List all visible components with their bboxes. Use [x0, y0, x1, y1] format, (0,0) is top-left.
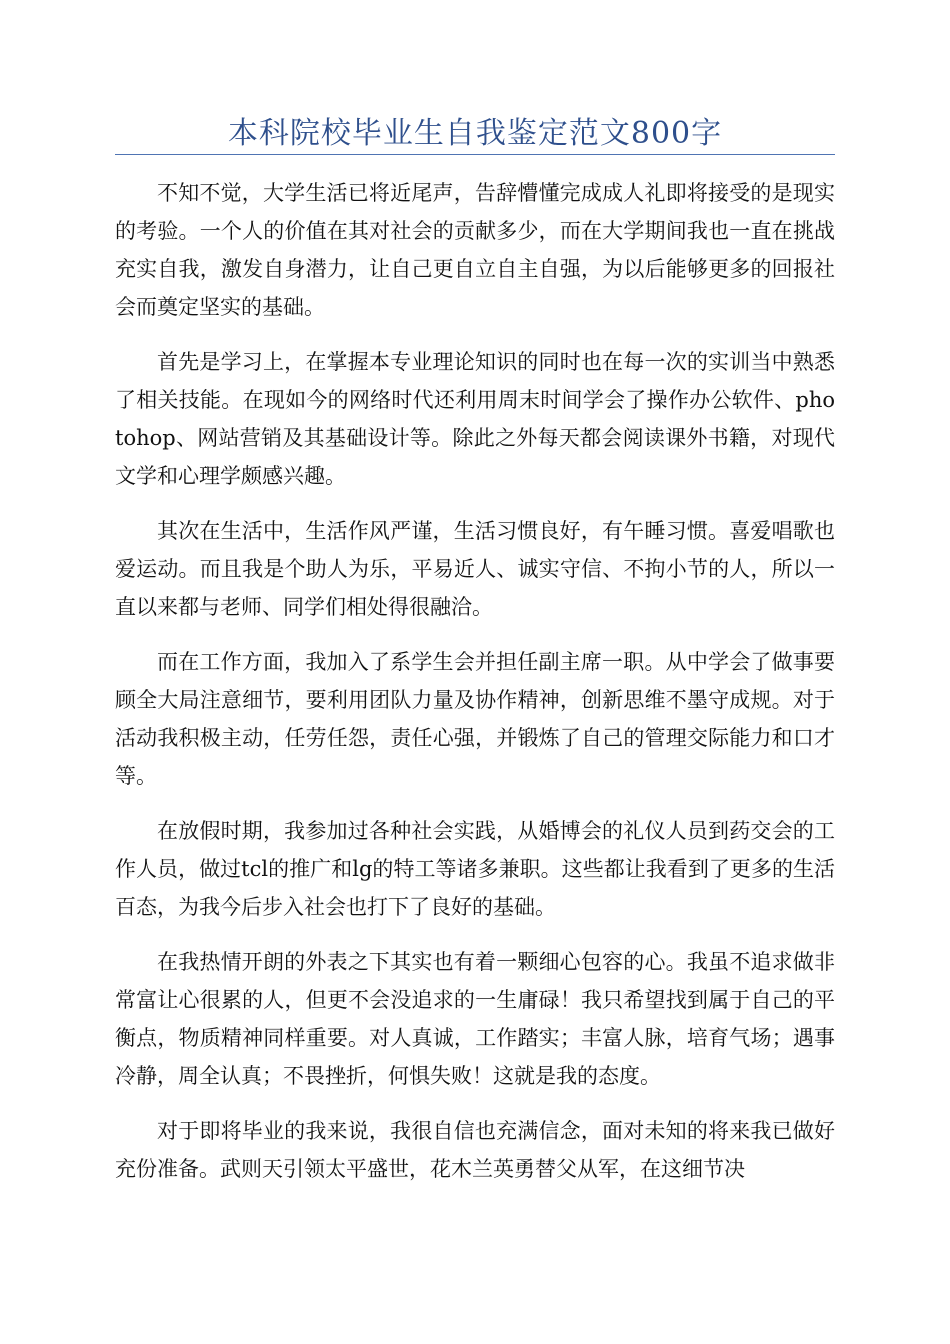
paragraph-6: 在我热情开朗的外表之下其实也有着一颗细心包容的心。我虽不追求做非常富让心很累的人，但更不会没追求的一生庸碌！我只希望找到属于自己的平衡点，物质精神同样重要。对人真诚，工作踏实；丰富人脉，培育气场；遇事冷静，周全认真；不畏挫折，何惧失败！这就是我的态度。 [115, 950, 835, 1088]
paragraph-1: 不知不觉，大学生活已将近尾声，告辞懵懂完成成人礼即将接受的是现实的考验。一个人的价值在其对社会的贡献多少，而在大学期间我也一直在挑战充实自我，激发自身潜力，让自己更自立自主自强，为以后能够更多的回报社会而奠定坚实的基础。 [115, 181, 835, 319]
title-underline [115, 154, 835, 155]
document-title: 本科院校毕业生自我鉴定范文800字 [227, 116, 723, 151]
paragraph-5: 在放假时期，我参加过各种社会实践，从婚博会的礼仪人员到药交会的工作人员，做过tcl的推广和lg的特工等诸多兼职。这些都让我看到了更多的生活百态，为我今后步入社会也打下了良好的基础。 [115, 819, 835, 919]
paragraph-4: 而在工作方面，我加入了系学生会并担任副主席一职。从中学会了做事要顾全大局注意细节，要利用团队力量及协作精神，创新思维不墨守成规。对于活动我积极主动，任劳任怨，责任心强，并锻炼了自己的管理交际能力和口才等。 [115, 650, 835, 788]
paragraph-7: 对于即将毕业的我来说，我很自信也充满信念，面对未知的将来我已做好充份准备。武则天引领太平盛世，花木兰英勇替父从军，在这细节决 [115, 1119, 835, 1181]
paragraph-3: 其次在生活中，生活作风严谨，生活习惯良好，有午睡习惯。喜爱唱歌也爱运动。而且我是个助人为乐，平易近人、诚实守信、不拘小节的人，所以一直以来都与老师、同学们相处得很融洽。 [115, 519, 835, 619]
paragraph-2: 首先是学习上，在掌握本专业理论知识的同时也在每一次的实训当中熟悉了相关技能。在现如今的网络时代还利用周末时间学会了操作办公软件、photohop、网站营销及其基础设计等。除此之外每天都会阅读课外书籍，对现代文学和心理学颇感兴趣。 [115, 350, 835, 488]
document-body [115, 174, 835, 1205]
